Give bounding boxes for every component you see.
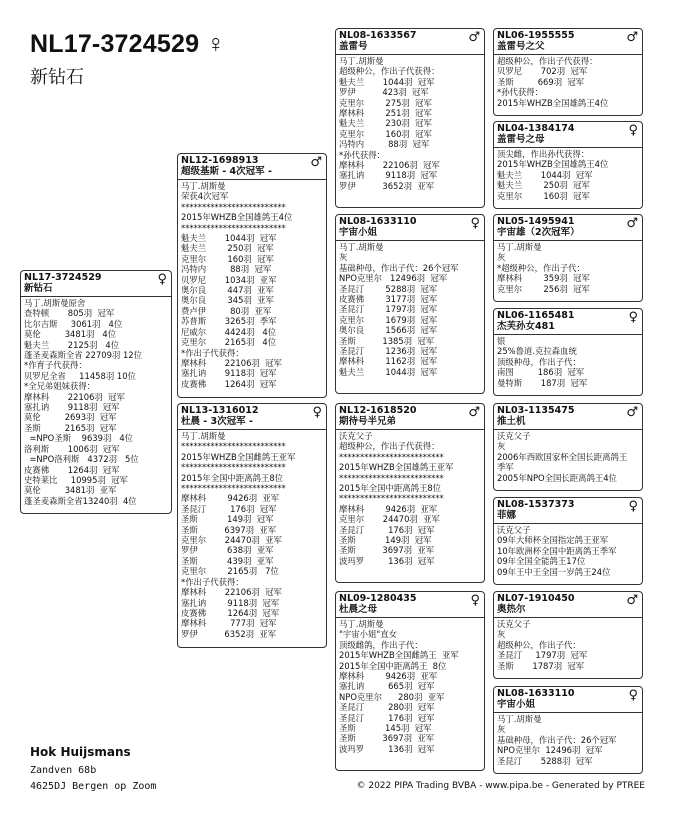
- card-line: 奥尔良 1566羽 冠军: [339, 325, 438, 336]
- male-icon: ♂: [468, 30, 480, 45]
- card-line: 奥尔良 447羽 亚军: [181, 285, 274, 296]
- card-line: 史特莱比 10995羽 冠军: [24, 474, 128, 485]
- card-line: 超级种公，作出子代获得：: [339, 441, 440, 452]
- card-line: *作育子代获得：: [24, 360, 87, 371]
- pedigree-card-sire-sire[interactable]: [335, 28, 485, 208]
- pedigree-card-sire-dam[interactable]: [335, 214, 485, 394]
- card-line: 冯特内 88羽 冠军: [181, 264, 272, 275]
- card-line: 克里尔 24470羽 亚军: [181, 535, 282, 546]
- card-line: 2015年WHZB全国雌鸽王亚军: [181, 451, 296, 462]
- pigeon-name: 菲娜: [497, 510, 517, 521]
- ring-number: NL13-1316012: [181, 405, 259, 416]
- card-line: *************************: [339, 451, 444, 462]
- card-line: 摩林科 9426羽 亚军: [339, 503, 438, 514]
- card-body: [178, 430, 326, 640]
- card-line: =NPO洛利斯 4372羽 5位: [24, 454, 139, 465]
- card-line: 圣斯 669羽 冠军: [497, 76, 585, 87]
- card-line: 曼特斯 187羽 冠军: [497, 377, 588, 388]
- card-header: [494, 592, 642, 618]
- card-header: [494, 404, 642, 430]
- card-body: [494, 148, 642, 202]
- card-line: 魁夫兰 1044羽 冠军: [181, 233, 277, 244]
- pigeon-name: 杜晨 - 3次冠军 -: [181, 416, 253, 427]
- card-header: [336, 404, 484, 430]
- card-line: 马丁.胡斯曼: [181, 431, 226, 441]
- pigeon-name: 盖雷号: [339, 41, 368, 52]
- pedigree-card-dam-sire[interactable]: [335, 403, 485, 583]
- ring-number: NL08-1633567: [339, 30, 417, 41]
- female-icon: ♀: [628, 688, 638, 703]
- male-icon: ♂: [626, 216, 638, 231]
- card-line: 塞扎讷 9118羽 冠军: [339, 170, 438, 181]
- pedigree-card-dsd[interactable]: [493, 497, 643, 585]
- card-line: 皮赛佛 1264羽 冠军: [181, 607, 280, 618]
- ring-number: NL03-1135475: [497, 405, 575, 416]
- card-line: 圣斯 149羽 冠军: [339, 535, 432, 546]
- card-line: 基础种母，作出子代：26个冠军: [339, 262, 459, 273]
- female-icon: ♀: [470, 216, 480, 231]
- card-line: 09年全国全能鸽王17位: [497, 556, 586, 567]
- card-line: 魁夫兰 1044羽 冠军: [339, 76, 435, 87]
- card-line: 圣斯 1385羽 冠军: [339, 335, 435, 346]
- ring-number: NL12-1618520: [339, 405, 417, 416]
- pigeon-name: 期待号半兄弟: [339, 416, 397, 427]
- page-subtitle: 新钻石: [30, 67, 84, 88]
- card-line: 克里尔 24470羽 亚军: [339, 514, 440, 525]
- card-line: *************************: [181, 441, 286, 452]
- pigeon-name: 宇宙小姐: [497, 699, 536, 710]
- card-line: 圣昆汀 5288羽 冠军: [497, 755, 593, 766]
- card-line: 罗伊 3652羽 亚军: [339, 180, 435, 191]
- card-line: 克里尔 160羽 冠军: [339, 128, 432, 139]
- card-line: 季军: [497, 462, 514, 473]
- card-line: 马丁.胡斯曼: [497, 242, 542, 252]
- card-line: 波玛罗 136羽 冠军: [339, 555, 435, 566]
- card-line: 圣昆汀 1236羽 冠军: [339, 346, 438, 357]
- card-line: 沃克父子: [497, 431, 531, 441]
- card-line: 圣斯 6397羽 亚军: [181, 524, 277, 535]
- card-line: 摩林科 22106羽 冠军: [181, 587, 282, 598]
- card-line: 费卢伊 80羽 亚军: [181, 305, 272, 316]
- card-line: 莫伦 2693羽 冠军: [24, 412, 117, 423]
- female-icon: ♀: [312, 405, 322, 420]
- card-header: [21, 271, 171, 297]
- card-line: 莫伦 3481羽 亚军: [24, 485, 117, 496]
- card-header: [178, 404, 326, 430]
- card-line: 塞扎讷 9118羽 冠军: [181, 597, 280, 608]
- card-line: 马丁.胡斯曼: [497, 714, 542, 724]
- card-header: [494, 215, 642, 241]
- card-header: [494, 687, 642, 713]
- card-line: 马丁.胡斯曼: [339, 242, 384, 252]
- card-line: 荣获4次冠军: [181, 191, 229, 202]
- card-line: 圣昆汀 280羽 冠军: [339, 702, 435, 713]
- card-line: 摩林科 359羽 冠军: [497, 273, 590, 284]
- card-line: *作出子代获得：: [181, 347, 244, 358]
- pigeon-name: 盖雷号之父: [497, 41, 545, 52]
- card-body: [494, 430, 642, 484]
- card-line: 奥尔良 345羽 亚军: [181, 295, 274, 306]
- pigeon-name: 盖雷号之母: [497, 134, 545, 145]
- card-body: [494, 335, 642, 389]
- ring-number: NL05-1495941: [497, 216, 575, 227]
- card-line: *全兄弟姐妹获得：: [24, 381, 96, 392]
- card-line: 罗伊 6352羽 亚军: [181, 628, 277, 639]
- card-line: 09年王中王全国一岁鸽王24位: [497, 566, 611, 577]
- female-icon: ♀: [628, 123, 638, 138]
- card-line: 灰: [497, 724, 506, 735]
- card-body: [494, 524, 642, 578]
- ring-number: NL08-1633110: [497, 688, 575, 699]
- pedigree-card-sdd[interactable]: [493, 308, 643, 396]
- card-body: [494, 55, 642, 109]
- ring-number: NL06-1955555: [497, 30, 575, 41]
- card-line: 克里尔 2165羽 7位: [181, 566, 279, 577]
- card-line: 魁夫兰 250羽 冠军: [497, 180, 590, 191]
- card-line: 2005年NPO全国长距离鸽王4位: [497, 472, 617, 483]
- card-line: 摩林科 22106羽 冠军: [24, 391, 125, 402]
- female-icon: ♀: [470, 593, 480, 608]
- card-line: 顶尖雌，作出孙代获得：: [497, 149, 590, 159]
- card-line: 摩林科 22106羽 冠军: [339, 160, 440, 171]
- card-line: 25%鲁道.克拉森血统: [497, 346, 577, 357]
- card-line: 灰: [497, 629, 506, 640]
- male-icon: ♂: [310, 155, 322, 170]
- ring-number: NL06-1165481: [497, 310, 575, 321]
- card-line: NPO克里尔 12496羽 冠军: [497, 745, 603, 756]
- card-header: [336, 215, 484, 241]
- card-line: 莫伦 3481羽 4位: [24, 329, 117, 340]
- pedigree-card-sss[interactable]: [493, 28, 643, 116]
- card-body: [336, 241, 484, 378]
- card-line: 圣昆汀 1797羽 冠军: [497, 650, 588, 661]
- card-line: 魁夫兰 250羽 冠军: [181, 243, 274, 254]
- card-line: 贝罗尼全省 11458羽 10位: [24, 370, 136, 381]
- card-line: 2015年WHZB全国雄鸽王4位: [181, 212, 293, 223]
- card-line: 2015年全国中距离鸽王8位: [181, 472, 284, 483]
- card-line: 苏普斯 3265羽 季军: [181, 316, 277, 327]
- ring-number: NL17-3724529: [24, 272, 102, 283]
- female-icon: ♀: [628, 310, 638, 325]
- card-line: *孙代获得：: [339, 149, 386, 160]
- pigeon-name: 杜晨之母: [339, 604, 378, 615]
- card-body: [21, 297, 171, 507]
- ring-number: NL08-1537373: [497, 499, 575, 510]
- card-line: 南图 186羽 冠军: [497, 367, 585, 378]
- card-line: 塞扎讷 665羽 冠军: [339, 681, 435, 692]
- male-icon: ♂: [626, 593, 638, 608]
- card-line: 马丁.胡斯曼: [181, 181, 226, 191]
- card-line: 蓬圣麦森斯全省13240羽 4位: [24, 495, 137, 506]
- card-line: 沃克父子: [497, 619, 531, 629]
- card-line: 圣斯 3697羽 亚军: [339, 733, 435, 744]
- card-line: 顶级种母，作出子代：: [497, 356, 581, 367]
- card-body: [336, 430, 484, 567]
- pedigree-card-sds[interactable]: [493, 214, 643, 302]
- card-line: "宇宙小姐"直女: [339, 629, 397, 640]
- card-line: *************************: [181, 483, 286, 494]
- card-line: 超级种公，作出子代：: [497, 639, 581, 650]
- male-icon: ♂: [468, 405, 480, 420]
- card-line: 超级种公，作出子代获得：: [497, 56, 598, 66]
- card-line: 灰: [497, 441, 506, 452]
- card-line: 09年大师杯全国指定鸽王亚军: [497, 535, 609, 546]
- card-header: [336, 29, 484, 55]
- card-line: 摩林科 9426羽 亚军: [181, 493, 280, 504]
- card-body: [494, 713, 642, 767]
- card-header: [178, 154, 326, 180]
- card-header: [494, 29, 642, 55]
- card-line: 魁夫兰 1044羽 冠军: [339, 366, 438, 377]
- card-line: 基础种母，作出子代：26个冠军: [497, 734, 617, 745]
- card-line: *孙代获得：: [497, 87, 544, 98]
- pedigree-card-dss[interactable]: [493, 403, 643, 491]
- card-line: 洛利斯 1006羽 冠军: [24, 443, 120, 454]
- ring-number: NL12-1698913: [181, 155, 259, 166]
- card-line: 2006年西欧国家杯全国长距离鸽王: [497, 451, 628, 462]
- card-line: 马丁.胡斯曼: [339, 619, 384, 629]
- card-line: 银: [497, 336, 506, 346]
- card-line: 罗伊 638羽 亚军: [181, 545, 274, 556]
- card-line: 顶级雌鸽，作出子代：: [339, 639, 423, 650]
- male-icon: ♂: [626, 405, 638, 420]
- card-line: 摩林科 777羽 冠军: [181, 618, 277, 629]
- card-line: 克里尔 160羽 冠军: [181, 253, 274, 264]
- card-line: 摩林科 9426羽 亚军: [339, 671, 438, 682]
- card-line: *************************: [339, 493, 444, 504]
- card-line: 魁夫兰 230羽 冠军: [339, 118, 432, 129]
- card-line: *超级种公，作出子代：: [497, 262, 585, 273]
- card-line: 圣昆汀 176羽 冠军: [339, 524, 435, 535]
- card-line: 圣昆汀 5288羽 冠军: [339, 283, 438, 294]
- ring-number: NL08-1633110: [339, 216, 417, 227]
- card-line: 魁夫兰 2125羽 4位: [24, 339, 120, 350]
- card-line: 塞扎讷 9118羽 冠军: [24, 402, 120, 413]
- card-header: [494, 498, 642, 524]
- card-line: 皮赛佛 3177羽 冠军: [339, 294, 438, 305]
- owner-address-line2: 4625DJ Bergen op Zoom: [30, 781, 157, 792]
- page-title: NL17-3724529 ♀: [30, 30, 226, 58]
- card-line: 圣斯 145羽 冠军: [339, 723, 432, 734]
- ring-number: NL07-1910450: [497, 593, 575, 604]
- card-line: 灰: [339, 252, 348, 263]
- card-line: *************************: [181, 462, 286, 473]
- card-line: 贝罗尼 1034羽 亚军: [181, 274, 277, 285]
- card-line: 魁夫兰 1044羽 冠军: [497, 169, 593, 180]
- card-line: 圣昆汀 176羽 冠军: [181, 503, 277, 514]
- card-line: 圣昆汀 176羽 冠军: [339, 712, 435, 723]
- card-body: [336, 55, 484, 192]
- card-line: 圣昆汀 1797羽 冠军: [339, 304, 438, 315]
- card-line: *作出子代获得：: [181, 576, 244, 587]
- card-line: 波玛罗 136羽 冠军: [339, 743, 435, 754]
- card-line: 圣斯 1787羽 冠军: [497, 660, 585, 671]
- male-icon: ♂: [626, 30, 638, 45]
- ring-number: NL09-1280435: [339, 593, 417, 604]
- card-line: 2015年全国中距离鸽王8位: [339, 483, 442, 494]
- pigeon-name: 宇宙雄（2次冠军）: [497, 227, 580, 238]
- pigeon-name: 推土机: [497, 416, 526, 427]
- card-line: 克里尔 2165羽 4位: [181, 337, 277, 348]
- owner-address-line1: Zandven 68b: [30, 765, 97, 776]
- card-line: *************************: [339, 472, 444, 483]
- card-line: 尼威尔 4424羽 4位: [181, 326, 277, 337]
- card-body: [178, 180, 326, 390]
- card-line: 10年欧洲杯全国中距离鸽王季军: [497, 545, 617, 556]
- card-line: 塞扎讷 9118羽 冠军: [181, 368, 277, 379]
- pedigree-card-ssd[interactable]: [493, 121, 643, 209]
- card-header: [494, 309, 642, 335]
- card-body: [336, 618, 484, 755]
- card-line: 2015年全国中距离鸽王 8位: [339, 660, 447, 671]
- card-line: *************************: [181, 201, 286, 212]
- card-line: 克里尔 1679羽 冠军: [339, 314, 438, 325]
- card-line: 摩林科 22106羽 冠军: [181, 357, 282, 368]
- card-line: 圣斯 3697羽 亚军: [339, 545, 435, 556]
- card-line: 克里尔 275羽 冠军: [339, 97, 432, 108]
- pedigree-card-sire[interactable]: [177, 153, 327, 398]
- card-line: 圣斯 439羽 亚军: [181, 555, 274, 566]
- card-line: 摩林科 251羽 冠军: [339, 108, 432, 119]
- card-header: [494, 122, 642, 148]
- card-line: 灰: [497, 252, 506, 263]
- card-line: 摩林科 1162羽 冠军: [339, 356, 438, 367]
- female-icon: ♀: [628, 499, 638, 514]
- pedigree-card-dam-dam[interactable]: [335, 591, 485, 771]
- pedigree-card-ddd[interactable]: [493, 686, 643, 774]
- pigeon-name: 新钻石: [24, 283, 53, 294]
- card-line: 2015年WHZB全国雄鸽王4位: [497, 97, 609, 108]
- pedigree-card-dam[interactable]: [177, 403, 327, 648]
- card-line: =NPO圣斯 9639羽 4位: [24, 433, 134, 444]
- card-line: 比尔吉斯 3061羽 4位: [24, 318, 123, 329]
- card-line: *************************: [181, 222, 286, 233]
- card-line: 皮赛佛 1264羽 冠军: [181, 378, 277, 389]
- card-line: 2015年WHZB全国雌鸽王 亚军: [339, 650, 459, 661]
- card-line: NPO克里尔 280羽 亚军: [339, 691, 445, 702]
- pigeon-name: 宇宙小姐: [339, 227, 378, 238]
- card-line: 马丁.胡斯曼原舍: [24, 298, 86, 308]
- owner-name: Hok Huijsmans: [30, 745, 131, 759]
- pigeon-name: 杰芙孙女481: [497, 321, 555, 332]
- female-icon: ♀: [157, 272, 167, 287]
- card-line: 克里尔 256羽 冠军: [497, 283, 590, 294]
- card-header: [336, 592, 484, 618]
- ring-number: NL04-1384174: [497, 123, 575, 134]
- pedigree-card-dds[interactable]: [493, 591, 643, 679]
- card-line: 2015年WHZB全国雄鸽王4位: [497, 159, 609, 170]
- footer-credit: © 2022 PIPA Trading BVBA - www.pipa.be - Generated by PTREE: [356, 781, 645, 791]
- card-body: [494, 618, 642, 672]
- pigeon-name: 超级基斯 - 4次冠军 -: [181, 166, 272, 177]
- card-line: 沃克父子: [497, 525, 531, 535]
- card-line: NPO克里尔 12496羽 冠军: [339, 273, 448, 284]
- card-line: 贝罗尼 702羽 冠军: [497, 66, 588, 77]
- card-line: 2015年WHZB全国雄鸽王亚军: [339, 462, 454, 473]
- card-line: 圣斯 2165羽 冠军: [24, 422, 117, 433]
- card-line: 超级种公，作出子代获得：: [339, 66, 440, 77]
- pedigree-card-subject[interactable]: [20, 270, 172, 514]
- card-line: 冯特内 88羽 冠军: [339, 139, 430, 150]
- pigeon-name: 奥热尔: [497, 604, 526, 615]
- card-line: 查特顿 805羽 冠军: [24, 308, 115, 319]
- card-line: 皮赛佛 1264羽 冠军: [24, 464, 120, 475]
- card-line: 罗伊 423羽 冠军: [339, 87, 429, 98]
- card-line: 克里尔 160羽 冠军: [497, 190, 590, 201]
- card-line: 蓬圣麦森斯全省 22709羽 12位: [24, 350, 142, 361]
- card-line: 圣斯 149羽 冠军: [181, 514, 274, 525]
- card-line: 沃克父子: [339, 431, 373, 441]
- card-line: 马丁.胡斯曼: [339, 56, 384, 66]
- card-body: [494, 241, 642, 295]
